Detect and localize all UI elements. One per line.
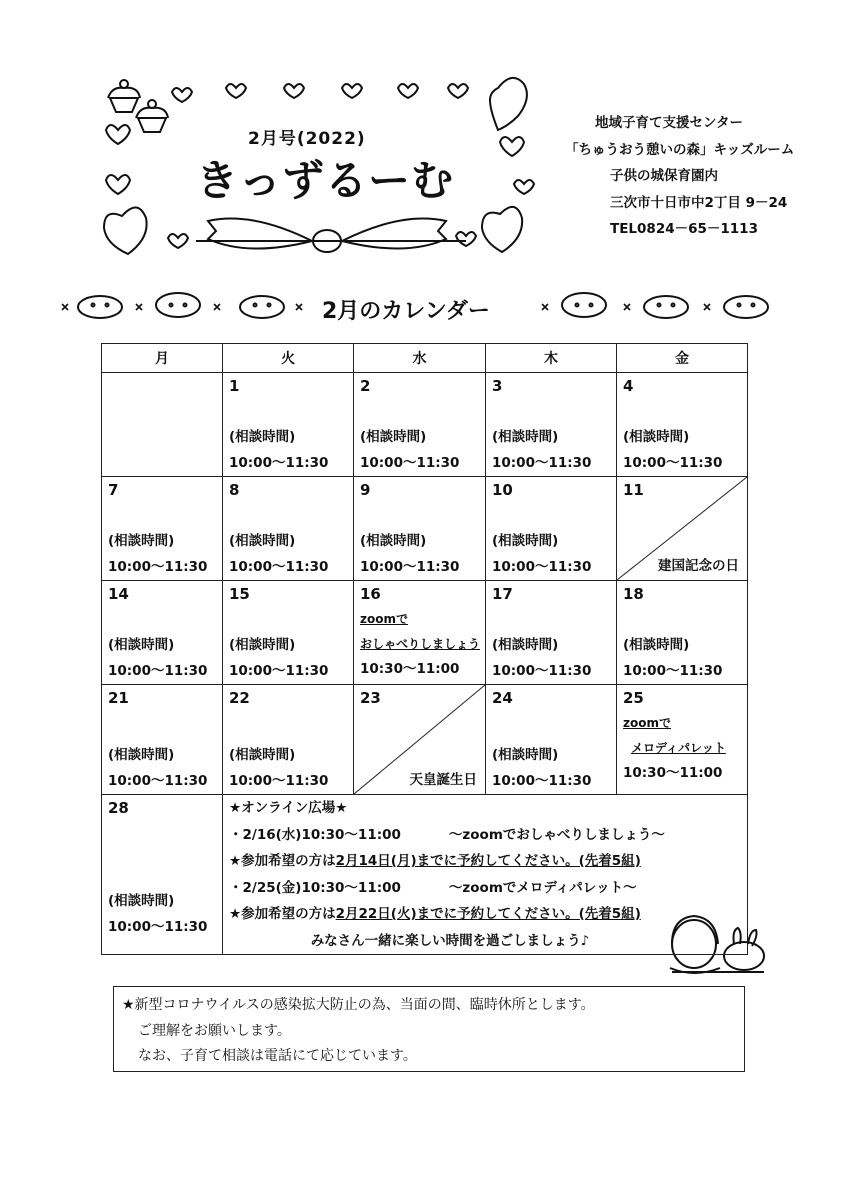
day-number: 18 <box>623 585 644 603</box>
day-cell-21 <box>102 685 223 795</box>
face-icon <box>562 293 606 317</box>
online-event-2-reserve <box>229 901 741 928</box>
day-cell-16-event <box>354 581 486 685</box>
consult-label: (相談時間) <box>229 533 296 549</box>
org-line-1: 地域子育て支援センター <box>595 115 743 131</box>
day-number: 8 <box>229 481 240 499</box>
event-2-date: ・2/25(金)10:30～11:00 <box>229 879 401 896</box>
day-cell-9 <box>354 477 486 581</box>
heart-icon <box>448 84 468 98</box>
weekday-header-row <box>102 344 748 373</box>
reserve-deadline: 2月22日(火)までに予約してください。(先着5組) <box>335 906 641 922</box>
day-number: 24 <box>492 689 513 707</box>
face-icon <box>240 296 284 318</box>
consult-time: 10:00～11:30 <box>623 662 723 679</box>
weekday-mon: 月 <box>102 344 223 373</box>
day-number: 4 <box>623 377 634 395</box>
online-plaza-notes <box>223 795 748 955</box>
consult-time: 10:00～11:30 <box>108 918 208 935</box>
issue-label: 2月号(2022) <box>248 129 366 149</box>
heart-icon <box>106 125 130 144</box>
consult-time: 10:00～11:30 <box>492 558 592 575</box>
day-cell-1 <box>223 373 354 477</box>
week-row <box>102 685 748 795</box>
day-cell-24 <box>486 685 617 795</box>
heart-icon <box>456 232 476 246</box>
day-number: 28 <box>108 799 129 817</box>
consult-time: 10:00～11:30 <box>229 558 329 575</box>
consult-label: (相談時間) <box>108 893 175 909</box>
day-number: 11 <box>623 481 644 499</box>
february-calendar <box>101 343 748 955</box>
face-icon <box>78 296 122 318</box>
consult-label: (相談時間) <box>492 533 559 549</box>
org-line-2: 「ちゅうおう憩いの森」キッズルーム <box>565 141 795 158</box>
week-row <box>102 795 748 955</box>
day-number: 7 <box>108 481 119 499</box>
day-cell-3 <box>486 373 617 477</box>
event-2-title: ～zoomでメロディパレット～ <box>448 879 637 896</box>
consult-label: (相談時間) <box>623 429 690 445</box>
consult-time: 10:00～11:30 <box>229 454 329 471</box>
day-number: 9 <box>360 481 371 499</box>
consult-time: 10:00～11:30 <box>360 558 460 575</box>
day-number: 10 <box>492 481 513 499</box>
week-row <box>102 373 748 477</box>
consult-label: (相談時間) <box>229 429 296 445</box>
consult-time: 10:00～11:30 <box>492 662 592 679</box>
day-number: 15 <box>229 585 250 603</box>
consult-time: 10:00～11:30 <box>108 558 208 575</box>
newsletter-title: きっずるーむ <box>196 156 455 205</box>
weekday-wed: 水 <box>354 344 486 373</box>
online-event-1-reserve <box>229 848 741 875</box>
org-phone: TEL0824－65－1113 <box>610 221 758 237</box>
heart-icon <box>106 175 130 194</box>
calendar-title: 2月のカレンダー <box>322 299 490 324</box>
event-1-title: ～zoomでおしゃべりしましょう～ <box>448 826 665 843</box>
day-cell-7 <box>102 477 223 581</box>
face-icon <box>644 296 688 318</box>
face-icon <box>156 293 200 317</box>
consult-label: (相談時間) <box>360 533 427 549</box>
day-cell-18 <box>617 581 748 685</box>
reserve-deadline: 2月14日(月)までに予約してください。(先着5組) <box>335 853 641 869</box>
event-line-2: メロディパレット <box>631 741 726 755</box>
day-number: 22 <box>229 689 250 707</box>
day-number: 14 <box>108 585 129 603</box>
day-cell-14 <box>102 581 223 685</box>
notice-line-3: なお、子育て相談は電話にて応じています。 <box>138 1048 417 1064</box>
reserve-prefix: ★参加希望の方は <box>229 853 336 869</box>
consult-label: (相談時間) <box>108 637 175 653</box>
heart-icon <box>490 78 527 130</box>
notice-box <box>113 986 745 1072</box>
day-cell-23-holiday <box>354 685 486 795</box>
event-time: 10:30～11:00 <box>623 765 723 781</box>
consult-time: 10:00～11:30 <box>623 454 723 471</box>
heart-icon <box>104 207 147 254</box>
day-number: 3 <box>492 377 503 395</box>
heart-icon <box>514 180 534 194</box>
online-event-2 <box>229 875 741 902</box>
weekday-fri: 金 <box>617 344 748 373</box>
holiday-name: 天皇誕生日 <box>409 772 477 788</box>
day-number: 21 <box>108 689 129 707</box>
consult-label: (相談時間) <box>108 747 175 763</box>
organization-info <box>555 110 825 243</box>
event-1-date: ・2/16(水)10:30～11:00 <box>229 826 401 843</box>
reserve-prefix: ★参加希望の方は <box>229 906 336 922</box>
holiday-name: 建国記念の日 <box>658 558 739 574</box>
day-cell-25-event <box>617 685 748 795</box>
day-number: 1 <box>229 377 240 395</box>
day-number: 17 <box>492 585 513 603</box>
org-address: 三次市十日市中2丁目 9－24 <box>610 194 788 211</box>
face-icon <box>724 296 768 318</box>
online-heading: ★オンライン広場★ <box>229 800 348 816</box>
day-cell-2 <box>354 373 486 477</box>
week-row <box>102 477 748 581</box>
consult-label: (相談時間) <box>229 747 296 763</box>
heart-icon <box>398 84 418 98</box>
heart-icon <box>342 84 362 98</box>
heart-icon <box>168 234 188 248</box>
online-event-1 <box>229 822 741 849</box>
event-line-1: zoomで <box>623 716 671 730</box>
heart-icon <box>500 137 524 156</box>
consult-time: 10:00～11:30 <box>108 662 208 679</box>
day-cell-10 <box>486 477 617 581</box>
consult-label: (相談時間) <box>108 533 175 549</box>
day-number: 25 <box>623 689 644 707</box>
heart-icon <box>226 84 246 98</box>
closing-message: みなさん一緒に楽しい時間を過ごしましょう♪ <box>310 932 590 949</box>
ribbon-icon <box>196 219 466 253</box>
day-cell-28 <box>102 795 223 955</box>
day-number: 16 <box>360 585 381 603</box>
cupcake-icon <box>136 100 168 132</box>
day-cell-11-holiday <box>617 477 748 581</box>
day-cell-8 <box>223 477 354 581</box>
consult-label: (相談時間) <box>492 637 559 653</box>
heart-icon <box>172 88 192 102</box>
day-cell-4 <box>617 373 748 477</box>
org-line-3: 子供の城保育園内 <box>610 168 718 184</box>
consult-label: (相談時間) <box>229 637 296 653</box>
notice-line-2: ご理解をお願いします。 <box>138 1022 291 1039</box>
consult-time: 10:00～11:30 <box>229 662 329 679</box>
heart-icon <box>482 207 522 252</box>
day-cell-15 <box>223 581 354 685</box>
heart-icon <box>284 84 304 98</box>
day-number: 23 <box>360 689 381 707</box>
day-cell-empty <box>102 373 223 477</box>
consult-label: (相談時間) <box>492 747 559 763</box>
consult-time: 10:00～11:30 <box>360 454 460 471</box>
day-number: 2 <box>360 377 371 395</box>
day-cell-17 <box>486 581 617 685</box>
week-row <box>102 581 748 685</box>
consult-time: 10:00～11:30 <box>108 772 208 789</box>
weekday-thu: 木 <box>486 344 617 373</box>
consult-time: 10:00～11:30 <box>492 772 592 789</box>
consult-time: 10:00～11:30 <box>492 454 592 471</box>
notice-line-1: ★新型コロナウイルスの感染拡大防止の為、当面の間、臨時休所とします。 <box>122 997 595 1013</box>
weekday-tue: 火 <box>223 344 354 373</box>
day-cell-22 <box>223 685 354 795</box>
cupcake-icon <box>108 80 140 112</box>
event-time: 10:30～11:00 <box>360 661 460 677</box>
consult-label: (相談時間) <box>360 429 427 445</box>
consult-time: 10:00～11:30 <box>229 772 329 789</box>
event-line-1: zoomで <box>360 612 408 626</box>
event-line-2: おしゃべりしましょう <box>360 637 481 651</box>
consult-label: (相談時間) <box>492 429 559 445</box>
consult-label: (相談時間) <box>623 637 690 653</box>
